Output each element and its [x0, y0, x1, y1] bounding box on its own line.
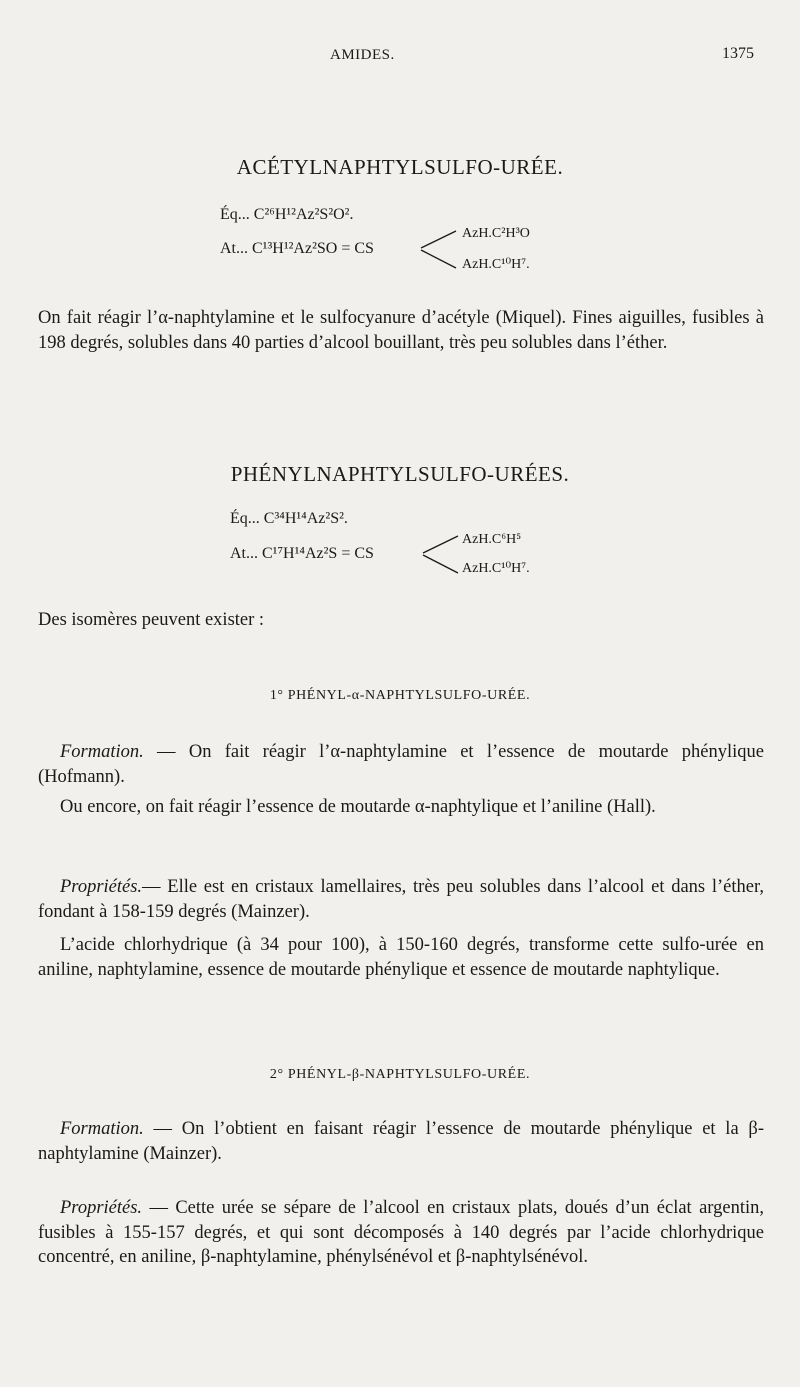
section-title-acetylnaphtylsulfouree: ACÉTYLNAPHTYLSULFO-URÉE.: [236, 155, 564, 179]
formula-branch-bottom-2: AzH.C¹⁰H⁷.: [462, 561, 530, 576]
formation-label: Formation.: [60, 742, 144, 762]
page-number: 1375: [722, 45, 754, 62]
isomers-intro: Des isomères peuvent exister :: [38, 610, 265, 630]
atomic-formula: At... C¹³H¹²Az²SO = CS: [220, 240, 374, 257]
formation-text-2: — On l’obtient en faisant réagir l’essence de moutarde phénylique et la β-naphtylamine (Mainzer).: [38, 1119, 764, 1164]
running-header: AMIDES.: [330, 47, 395, 63]
acetyl-description-paragraph: On fait réagir l’α-naphtylamine et le sulfocyanure d’acétyle (Miquel). Fines aiguilles, fusibles à 198 degrés, solubles dans 40 parties d’alcool bouillant, très peu solubles dans l’éther.: [38, 308, 764, 353]
isomer1-acid-paragraph: L’acide chlorhydrique (à 34 pour 100), à 150-160 degrés, transforme cette sulfo-urée en aniline, naphtylamine, essence de moutarde phénylique et essence de moutarde naphtylique.: [38, 935, 764, 980]
isomer2-title: 2° PHÉNYL-β-NAPHTYLSULFO-URÉE.: [269, 1067, 531, 1082]
section-title-phenylnaphtylsulfourees: PHÉNYLNAPHTYLSULFO-URÉES.: [230, 462, 570, 486]
atomic-formula-2: At... C¹⁷H¹⁴Az²S = CS: [230, 545, 374, 562]
properties-text-2: — Cette urée se sépare de l’alcool en cristaux plats, doués d’un éclat argentin, fusibles à 155-157 degrés, et qui sont décomposés à 140 degrés par l’acide chlorhydrique concentré, en aniline, β-naphtylamine, phénylsénévol et β-naphtylsénévol.: [38, 1198, 764, 1267]
isomer1-formation-paragraph: [38, 740, 764, 789]
formation-label-2: Formation.: [60, 1119, 144, 1139]
isomer1-formation-alt: Ou encore, on fait réagir l’essence de moutarde α-naphtylique et l’aniline (Hall).: [60, 797, 656, 817]
isomer1-properties-paragraph: [38, 875, 764, 924]
equivalent-formula: Éq... C²⁶H¹²Az²S²O².: [220, 206, 354, 223]
formula-branch-bottom: AzH.C¹⁰H⁷.: [462, 257, 530, 272]
isomer2-properties-paragraph: [38, 1196, 764, 1270]
isomer2-formation-paragraph: [38, 1117, 764, 1166]
isomer1-title: 1° PHÉNYL-α-NAPHTYLSULFO-URÉE.: [269, 688, 531, 703]
formation-text: — On fait réagir l’α-naphtylamine et l’essence de moutarde phénylique (Hofmann).: [38, 742, 764, 787]
properties-label: Propriétés.: [60, 877, 143, 897]
formula-branch-top-2: AzH.C⁶H⁵: [462, 532, 522, 547]
properties-text: — Elle est en cristaux lamellaires, très peu solubles dans l’alcool et dans l’éther, fondant à 158-159 degrés (Mainzer).: [38, 877, 764, 922]
formula-branch-top: AzH.C²H³O: [462, 226, 530, 241]
formula-branch-bracket: [418, 228, 458, 272]
properties-label-2: Propriétés.: [60, 1198, 143, 1218]
equivalent-formula-2: Éq... C³⁴H¹⁴Az²S².: [230, 510, 348, 527]
formula-branch-bracket-2: [420, 533, 460, 577]
